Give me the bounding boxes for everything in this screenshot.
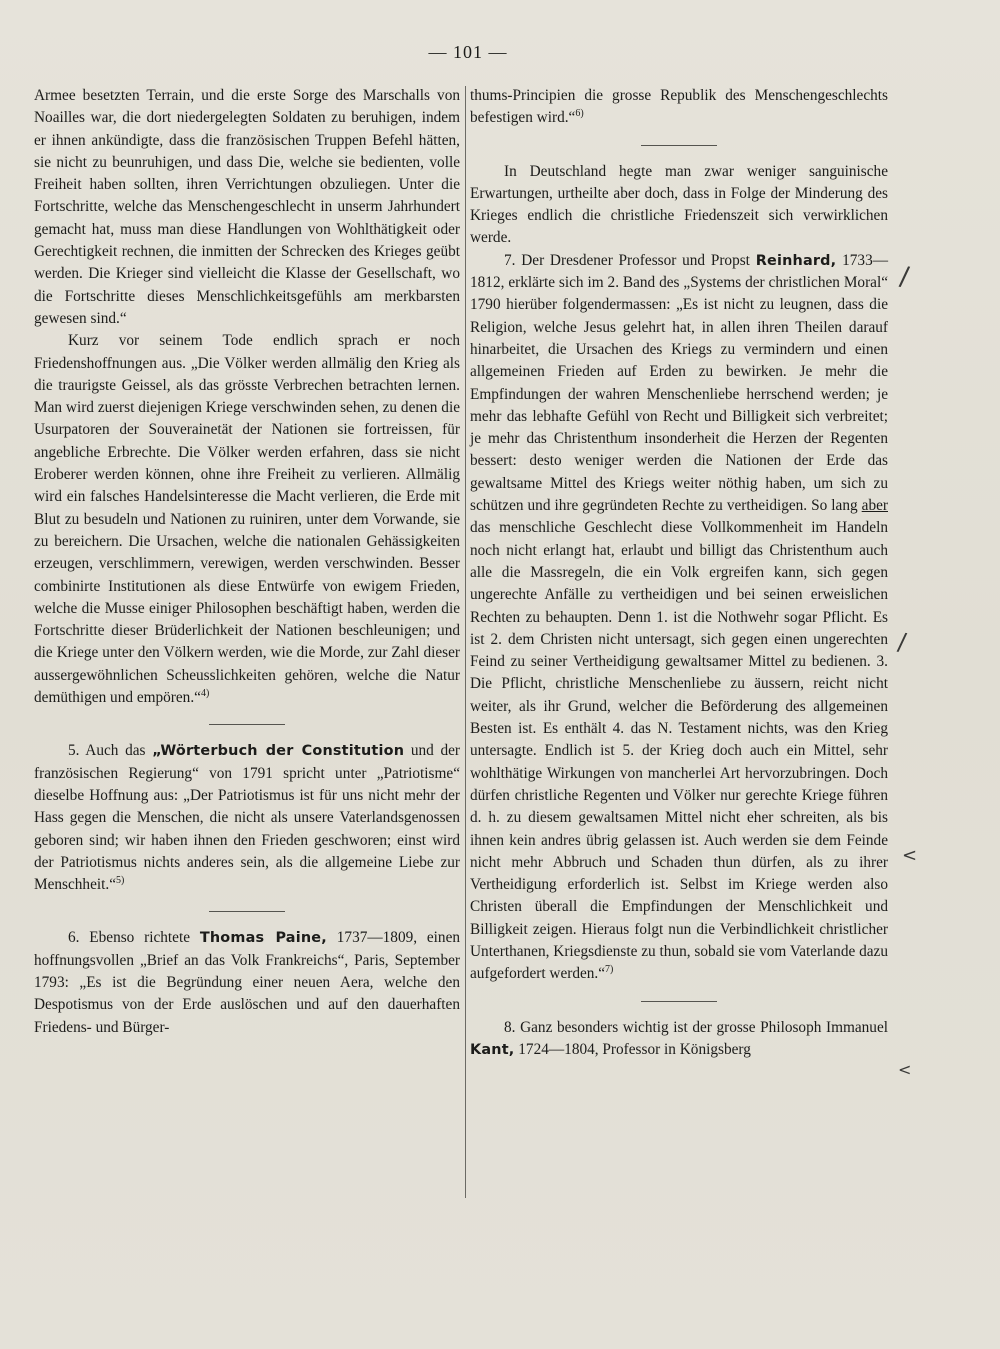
paragraph-text: Kurz vor seinem Tode endlich sprach er noch Friedenshoffnungen aus. „Die Völker werden allmälig den Krieg als die traurigste Geissel, als das grösste Verbrechen betrachten lernen. Man wird zuerst diejenigen Kriege verschwinden sehen, zu denen die Usurpatoren der Souverainetät der Nationen sie fortreissen, für angebliche Erbrechte. Die Völker werden erfahren, dass sie nicht Eroberer werden können, ohne ihre Freiheit zu verlieren. Allmälig wird ein falsches Handelsinteresse die Macht verlieren, die Erde mit Blut zu besudeln und Nationen zu ruiniren, unter dem Vorwande, sie zu bereichern. Die Ursachen, welche die nationalen Gehässigkeiten erzeugen, verschlimmern, verewigen, werden verschwinden. Besser combinirte Institutionen als diese Entwürfe von ewigem Frieden, welche die Musse einiger Philosophen beschäftigt haben, werden die Fortschritte dieser Brüderlichkeit der Nationen beschleunigen; und die Kriege unter den Völkern werden, wie die Morde, zur Zahl dieser aussergewöhnlichen Scheusslichkeiten gehören, welche die Natur demüthigen und empören.“: [34, 332, 460, 707]
section-separator: [209, 724, 285, 725]
footnote-number: 5: [115, 875, 121, 886]
paragraph: [470, 85, 888, 130]
footnote-ref: 5): [115, 875, 125, 886]
footnote-ref: 4): [200, 687, 210, 699]
column-divider: [465, 86, 466, 1198]
margin-mark: <: [898, 1060, 912, 1079]
page-number: — 101 —: [428, 42, 508, 62]
section-separator: [641, 145, 717, 146]
footnote-ref: 7): [605, 964, 614, 976]
footnote-ref: 6): [575, 108, 584, 120]
paragraph: [470, 1017, 888, 1062]
paragraph-text: 1724—1804, Professor in Königsberg: [518, 1040, 751, 1058]
paragraph-text: 8. Ganz besonders wichtig ist der grosse Philosoph Immanuel: [504, 1018, 888, 1036]
margin-mark: /: [896, 627, 909, 657]
right-column: [470, 85, 888, 1061]
underlined-word: aber: [861, 497, 888, 515]
paragraph-text: In Deutschland hegte man zwar weniger sanguinische Erwartungen, urtheilte aber doch, dass in Folge der Minderung des Krieges endlich die christliche Friedenszeit sich verwirklichen werde.: [470, 162, 888, 247]
margin-mark: <: [902, 845, 918, 866]
work-title: „Wörterbuch der Constitution: [152, 743, 405, 760]
paragraph: [34, 330, 460, 709]
left-column: [34, 85, 460, 1039]
footnote-number: 4: [200, 687, 206, 699]
footnote-number: 7: [605, 964, 611, 976]
paragraph-text: 7. Der Dresdener Professor und Propst: [504, 251, 750, 269]
paragraph-text: und der französischen Regierung“ von 1791 spricht unter „Patriotisme“ dieselbe Hoffnung aus: „Der Patriotismus ist für uns nicht mehr der Hass gegen die Menschen, die nicht als unsere Vaterlandsgenossen geboren sind; wir haben ihnen den Frieden geschworen; einst wird der Patriotismus nichts anderes sein, als die allgemeine Liebe zur Menschheit.“: [34, 742, 461, 894]
paragraph: [34, 740, 460, 896]
person-name: Thomas Paine,: [199, 930, 327, 947]
paragraph: [470, 250, 888, 986]
person-name: Reinhard,: [755, 252, 837, 269]
paragraph: [470, 161, 888, 250]
paragraph: [34, 927, 460, 1038]
paragraph-text: Armee besetzten Terrain, und die erste Sorge des Marschalls von Noailles war, die dort niedergelegten Soldaten zu beruhigen, indem er ihnen ankündigte, dass die französischen Truppen Befehl hätten, sie nicht zu beunruhigen, und dass Die, welche sie bedienten, volle Freiheit haben sollten, ihren Verrichtungen obzuliegen. Unter die Fortschritte, welche das Menschengeschlecht in unserm Jahrhundert gemacht hat, muss man diese Handlungen von Wohlthätigkeit oder Gerechtigkeit rechnen, die inmitten der Schrecken des Krieges geübt werden. Die Krieger sind vielleicht die Klasse der Gesellschaft, wo die Fortschritte dieses Menschlichkeitsgefühls am merkbarsten gewesen sind.“: [34, 87, 460, 327]
section-separator: [209, 911, 285, 912]
paragraph: [34, 85, 460, 330]
margin-mark: /: [897, 261, 911, 293]
paragraph-text: 1733—1812, erklärte sich im 2. Band des „Systems der christlichen Moral“ 1790 hierüber folgendermassen: „Es ist nicht zu leugnen, dass die Religion, welche Jesus gelehrt hat, in allen ihren Theilen darauf hinarbeitet, die Ursachen des Kriegs zu vermindern und einen allgemeinen Frieden auf Erden zu bewirken. Je mehr die Empfindungen der wahren Menschenliebe herrschend werden; je mehr das lebhafte Gefühl von Recht und Billigkeit sich verbreitet; je mehr das Christenthum insonderheit die Herzen der Regenten bessert: desto weniger werden die Nationen der Erde das gewaltsame Mittel des Kriegs weiter nöthig haben, um sich zu schützen und ihre gegründeten Rechte zu vertheidigen. So lang: [470, 251, 889, 515]
paragraph-text: 6. Ebenso richtete: [68, 929, 190, 947]
paragraph-text: thums-Principien die grosse Republik des Menschengeschlechts befestigen wird.“: [470, 87, 888, 127]
paragraph-text: 5. Auch das: [68, 742, 146, 760]
paragraph-text: das menschliche Geschlecht diese Vollkommenheit im Handeln noch nicht erlangt hat, erlaubt und billigt das Christenthum auch alle die Massregeln, die ein Volk ergreifen kann, sich gegen ungerechte Anfälle zu vertheidigen und bei seinen erweislichen Rechten zu behaupten. Denn 1. ist die Nothwehr sogar Pflicht. Es ist 2. dem Christen nicht untersagt, sich gegen einen ungerechten Feind zu seiner Vertheidigung gewaltsamer Mittel zu bedienen. 3. Die Pflicht, christliche Menschenliebe zu äussern, reicht nicht weiter, als ihr Grund, welcher die Beförderung des allgemeinen Besten ist. Es enthält 4. das N. Testament nichts, was den Krieg untersagte. Endlich ist 5. der Krieg doch auch ein Mittel, sehr wohlthätige Wirkungen von mancherlei Art hervorzubringen. Doch dürfen christliche Regenten und Völker nur gerechte Kriege führen d. h. zu diesem gewaltsamen Mittel nicht eher schreiten, als bis ihnen kein andres übrig gelassen ist. Auch werden sie dem Feinde nicht mehr Abbruch und Schaden thun dürfen, als zu ihrer Vertheidigung erforderlich ist. Selbst im Kriege werden also Christen überall die Empfindungen der Menschlichkeit und Billigkeit zeigen. Hieraus folgt nun die Verbindlichkeit christlicher Unterthanen, Kriegsdienste zu thun, sobald sie vom Vaterlande dazu aufgefordert werden.“: [470, 519, 888, 983]
footnote-number: 6: [575, 108, 581, 120]
person-name: Kant,: [470, 1041, 515, 1058]
paragraph-text: 1737—1809, einen hoffnungsvollen „Brief an das Volk Frankreichs“, Paris, September 1793: „Es ist die Begründung einer neuen Aera, welche den Despotismus von der Erde auslöschen und auf den dauerhaften Friedens- und Bürger-: [34, 929, 461, 1036]
section-separator: [641, 1001, 717, 1002]
